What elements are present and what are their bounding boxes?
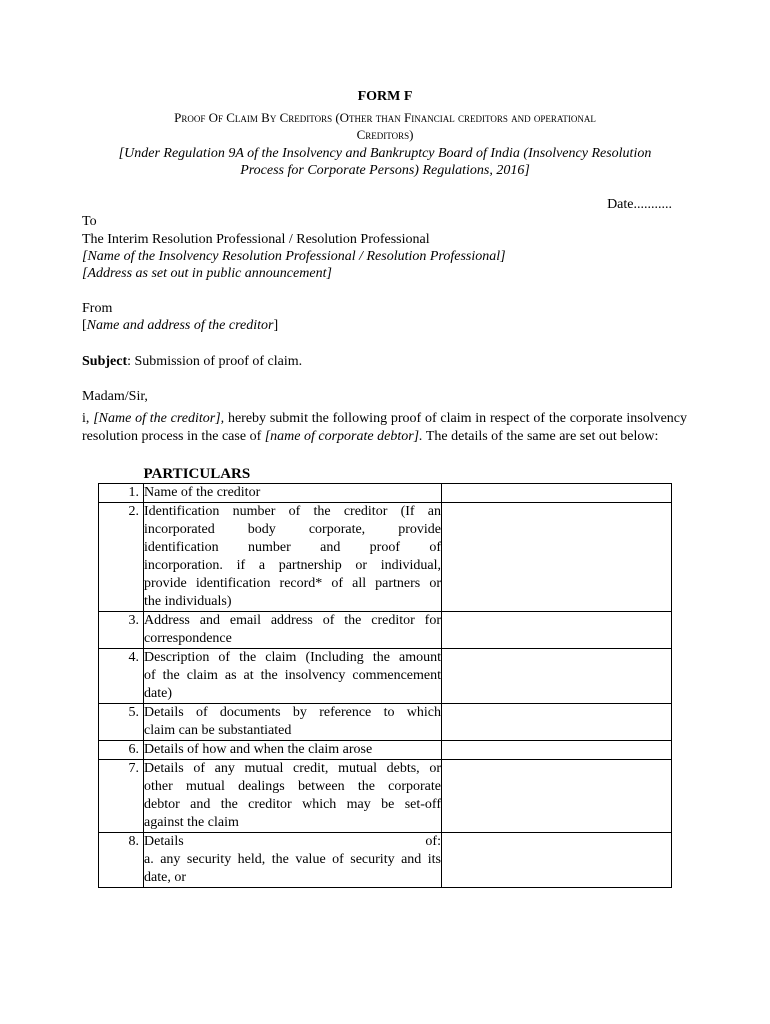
particulars-line: incorporation. if a partnership or individual,: [144, 558, 441, 573]
row-value-cell[interactable]: [442, 484, 672, 503]
from-line1: [Name and address of the creditor]: [82, 318, 279, 333]
particulars-line: debtor and the creditor which may be set-off: [144, 797, 441, 812]
particulars-line: claim can be substantiated: [144, 723, 292, 738]
row-value-cell[interactable]: [442, 741, 672, 760]
particulars-line: Description of the claim (Including the amount: [144, 650, 441, 665]
table-row: [99, 741, 672, 760]
particulars-line: a. any security held, the value of security and its: [144, 852, 441, 867]
row-value-cell[interactable]: [442, 649, 672, 704]
row-particulars: [144, 704, 442, 741]
particulars-line: Address and email address of the creditor for: [144, 613, 441, 628]
table-row: [99, 704, 672, 741]
from-name-placeholder: Name and address of the creditor: [86, 318, 274, 333]
row-value-cell[interactable]: [442, 503, 672, 612]
subject-label: Subject: [82, 354, 128, 369]
table-row: [99, 484, 672, 503]
to-label: To: [82, 214, 97, 229]
date-label: Date...........: [607, 197, 672, 212]
from-label: From: [82, 301, 113, 316]
form-subtitle-line1: Proof Of Claim By Creditors (Other than Financial creditors and operational: [174, 110, 596, 125]
particulars-line: date, or: [144, 870, 186, 885]
row-particulars: [144, 612, 442, 649]
body-paragraph: i, [Name of the creditor], hereby submit the following proof of claim in respect of the corporate insolvency resolution process in the case of [name of corporate debtor]. The details of the same are set out below:: [82, 411, 688, 444]
to-line2: [Name of the Insolvency Resolution Professional / Resolution Professional]: [82, 249, 506, 264]
row-particulars: [144, 760, 442, 833]
particulars-line: other mutual dealings between the corporate: [144, 779, 441, 794]
form-title: FORM F: [357, 89, 413, 104]
particulars-line: Details of documents by reference to which: [144, 705, 441, 720]
particulars-line: Name of the creditor: [144, 485, 261, 500]
row-number: 1.: [99, 484, 144, 503]
particulars-line: provide identification record* of all partners or: [144, 576, 441, 591]
row-number: 3.: [99, 612, 144, 649]
debtor-placeholder: [name of corporate debtor].: [264, 429, 423, 444]
to-line1: The Interim Resolution Professional / Resolution Professional: [82, 232, 430, 247]
particulars-line: the individuals): [144, 594, 232, 609]
particulars-line: of the claim as at the insolvency commencement: [144, 668, 441, 683]
subject-line: [82, 353, 302, 371]
row-particulars: [144, 503, 442, 612]
form-subtitle-line2: Creditors): [356, 127, 414, 142]
row-number: 4.: [99, 649, 144, 704]
particulars-line: against the claim: [144, 815, 239, 830]
table-row: [99, 612, 672, 649]
row-value-cell[interactable]: [442, 833, 672, 888]
row-value-cell[interactable]: [442, 704, 672, 741]
particulars-line: date): [144, 686, 172, 701]
table-row: [99, 833, 672, 888]
to-line3: [Address as set out in public announcement]: [82, 266, 332, 281]
subject-text: : Submission of proof of claim.: [127, 354, 303, 369]
row-particulars: [144, 833, 442, 888]
particulars-line: identification number and proof of: [144, 540, 441, 555]
row-particulars: [144, 741, 442, 760]
row-number: 8.: [99, 833, 144, 888]
regulation-line1: [Under Regulation 9A of the Insolvency and Bankruptcy Board of India (Insolvency Resolution: [118, 146, 652, 161]
particulars-line: correspondence: [144, 631, 232, 646]
table-row: [99, 649, 672, 704]
particulars-line: Identification number of the creditor (If an: [144, 504, 441, 519]
regulation-line2: Process for Corporate Persons) Regulations, 2016]: [240, 163, 530, 178]
row-number: 6.: [99, 741, 144, 760]
row-value-cell[interactable]: [442, 760, 672, 833]
row-number: 5.: [99, 704, 144, 741]
creditor-placeholder: [Name of the creditor],: [93, 411, 225, 426]
particulars-header: PARTICULARS: [143, 466, 251, 482]
table-row: [99, 760, 672, 833]
row-particulars: [144, 649, 442, 704]
particulars-table: [98, 465, 672, 888]
row-particulars: [144, 484, 442, 503]
particulars-line: Details of:: [144, 834, 441, 849]
particulars-line: incorporated body corporate, provide: [144, 522, 441, 537]
particulars-line: Details of any mutual credit, mutual debts, or: [144, 761, 441, 776]
row-value-cell[interactable]: [442, 612, 672, 649]
row-number: 7.: [99, 760, 144, 833]
particulars-line: Details of how and when the claim arose: [144, 742, 373, 757]
table-row: [99, 503, 672, 612]
table-header-row: [99, 465, 672, 484]
salutation: Madam/Sir,: [82, 389, 148, 404]
row-number: 2.: [99, 503, 144, 612]
